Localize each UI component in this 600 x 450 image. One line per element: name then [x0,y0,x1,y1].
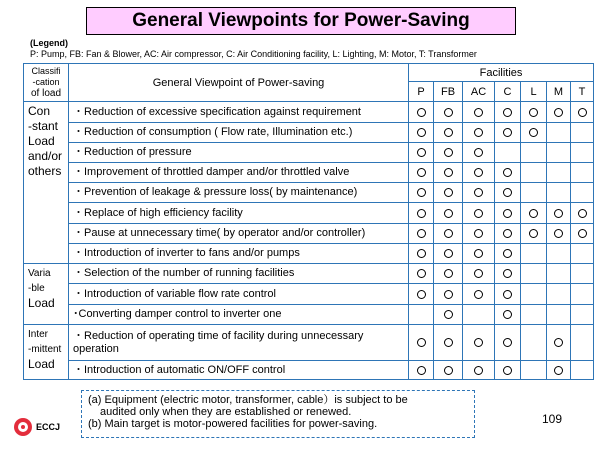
load-category-line: Varia [28,268,51,279]
facility-column-header: FB [434,82,463,102]
facility-mark-cell [521,284,547,305]
eccj-logo [14,416,76,438]
load-category-line: Load [28,134,55,148]
legend [30,38,477,60]
load-category-line: Inter [28,329,49,340]
applicable-circle-icon [417,366,426,375]
facility-mark-cell [409,203,434,224]
applicable-circle-icon [578,229,587,238]
facility-mark-cell [463,203,495,224]
viewpoint-text: ・Prevention of leakage & pressure loss( by maintenance) [69,183,409,203]
facility-column-header: M [547,82,571,102]
facility-mark-cell [547,284,571,305]
load-category-line: -stant [28,119,59,133]
applicable-circle-icon [529,108,538,117]
load-category-cell [24,264,69,325]
applicable-circle-icon [417,128,426,137]
applicable-circle-icon [444,168,453,177]
header-viewpoint: General Viewpoint of Power-saving [69,64,409,102]
facility-column-header: C [495,82,521,102]
table-row [24,163,594,183]
applicable-circle-icon [444,108,453,117]
facility-mark-cell [434,244,463,264]
applicable-circle-icon [444,338,453,347]
viewpoint-text: ・Reduction of consumption ( Flow rate, Illumination etc.) [69,123,409,143]
facility-mark-cell [547,224,571,244]
applicable-circle-icon [529,128,538,137]
applicable-circle-icon [474,290,483,299]
facility-mark-cell [409,183,434,203]
facility-mark-cell [521,361,547,380]
facility-mark-cell [409,163,434,183]
facility-mark-cell [547,361,571,380]
facility-mark-cell [463,264,495,284]
viewpoint-text: ・Reduction of operating time of facility during unnecessary operation [69,325,409,361]
facility-mark-cell [547,305,571,325]
facility-column-header: T [571,82,594,102]
facility-mark-cell [409,244,434,264]
applicable-circle-icon [503,229,512,238]
facility-mark-cell [434,325,463,361]
facility-mark-cell [434,143,463,163]
load-category-line: others [28,164,62,178]
applicable-circle-icon [474,249,483,258]
applicable-circle-icon [474,128,483,137]
header-classification [24,64,69,102]
facility-mark-cell [463,361,495,380]
facility-mark-cell [547,244,571,264]
facility-mark-cell [521,244,547,264]
table-row [24,305,594,325]
facility-column-header: L [521,82,547,102]
table-row [24,244,594,264]
facility-mark-cell [434,203,463,224]
applicable-circle-icon [417,168,426,177]
facility-mark-cell [571,224,594,244]
facility-mark-cell [571,361,594,380]
facility-mark-cell [409,143,434,163]
applicable-circle-icon [503,290,512,299]
facility-mark-cell [495,224,521,244]
facility-mark-cell [495,325,521,361]
applicable-circle-icon [529,209,538,218]
applicable-circle-icon [474,148,483,157]
applicable-circle-icon [444,290,453,299]
applicable-circle-icon [444,269,453,278]
applicable-circle-icon [417,148,426,157]
facility-mark-cell [434,284,463,305]
facility-mark-cell [521,123,547,143]
applicable-circle-icon [503,310,512,319]
table-row [24,361,594,380]
note-line: audited only when they are established or renewed. [100,406,352,418]
load-category-line: -ble [28,283,45,294]
load-category-cell [24,102,69,264]
applicable-circle-icon [554,108,563,117]
applicable-circle-icon [554,338,563,347]
applicable-circle-icon [503,209,512,218]
applicable-circle-icon [444,249,453,258]
table-row [24,183,594,203]
facility-mark-cell [434,123,463,143]
facility-mark-cell [547,325,571,361]
applicable-circle-icon [444,188,453,197]
facility-mark-cell [571,203,594,224]
facility-mark-cell [463,102,495,123]
facility-mark-cell [571,325,594,361]
facility-mark-cell [521,163,547,183]
header-facilities: Facilities [409,64,594,82]
applicable-circle-icon [474,188,483,197]
table-row [24,284,594,305]
note-line: (b) Main target is motor-powered facilities for power-saving. [88,418,378,430]
applicable-circle-icon [578,108,587,117]
viewpoint-text: ･Converting damper control to inverter one [69,305,409,325]
notes-box [81,390,475,438]
facility-mark-cell [547,264,571,284]
header-class-line: -cation [32,77,60,87]
applicable-circle-icon [444,310,453,319]
facility-mark-cell [521,102,547,123]
facility-mark-cell [409,325,434,361]
applicable-circle-icon [417,338,426,347]
applicable-circle-icon [417,209,426,218]
facility-mark-cell [571,163,594,183]
facility-mark-cell [521,325,547,361]
facility-mark-cell [434,163,463,183]
legend-text: P: Pump, FB: Fan & Blower, AC: Air compressor, C: Air Conditioning facility, L: Lighting, M: Motor, T: Transformer [30,49,477,59]
facility-mark-cell [463,325,495,361]
facility-mark-cell [521,143,547,163]
facility-mark-cell [434,305,463,325]
facility-mark-cell [434,224,463,244]
viewpoint-text: ・Pause at unnecessary time( by operator and/or controller) [69,224,409,244]
facility-mark-cell [409,102,434,123]
viewpoint-table [23,63,594,380]
facility-mark-cell [547,123,571,143]
header-class-line: Classifi [31,66,61,76]
applicable-circle-icon [578,209,587,218]
facility-mark-cell [571,143,594,163]
facility-mark-cell [571,244,594,264]
facility-mark-cell [495,284,521,305]
facility-mark-cell [521,305,547,325]
logo-text: ECCJ [36,422,61,432]
applicable-circle-icon [444,366,453,375]
table-row [24,102,594,123]
facility-mark-cell [434,183,463,203]
applicable-circle-icon [554,209,563,218]
viewpoint-text: ・Replace of high efficiency facility [69,203,409,224]
facility-mark-cell [409,123,434,143]
viewpoint-text: ・Improvement of throttled damper and/or throttled valve [69,163,409,183]
applicable-circle-icon [503,108,512,117]
facility-mark-cell [463,163,495,183]
applicable-circle-icon [474,108,483,117]
facility-mark-cell [495,163,521,183]
facility-mark-cell [495,123,521,143]
facility-mark-cell [463,143,495,163]
facility-mark-cell [434,264,463,284]
facility-mark-cell [463,224,495,244]
facility-mark-cell [547,183,571,203]
applicable-circle-icon [503,168,512,177]
applicable-circle-icon [503,249,512,258]
viewpoint-text: ・Introduction of automatic ON/OFF control [69,361,409,380]
facility-mark-cell [571,123,594,143]
viewpoint-text: ・Reduction of excessive specification against requirement [69,102,409,123]
facility-mark-cell [495,143,521,163]
applicable-circle-icon [503,188,512,197]
facility-column-header: P [409,82,434,102]
table-row [24,325,594,361]
applicable-circle-icon [417,229,426,238]
applicable-circle-icon [503,269,512,278]
facility-mark-cell [409,264,434,284]
applicable-circle-icon [444,148,453,157]
table-row [24,143,594,163]
load-category-line: and/or [28,149,63,163]
viewpoint-text: ・Introduction of inverter to fans and/or pumps [69,244,409,264]
applicable-circle-icon [444,209,453,218]
viewpoint-text: ・Selection of the number of running facilities [69,264,409,284]
applicable-circle-icon [417,188,426,197]
load-category-cell [24,325,69,380]
legend-heading: (Legend) [30,38,68,48]
facility-mark-cell [434,102,463,123]
logo-icon [14,418,32,436]
facility-mark-cell [547,203,571,224]
facility-mark-cell [409,284,434,305]
facility-mark-cell [495,183,521,203]
facility-mark-cell [463,123,495,143]
facility-mark-cell [571,264,594,284]
facility-mark-cell [463,244,495,264]
applicable-circle-icon [554,366,563,375]
facility-mark-cell [547,163,571,183]
facility-mark-cell [571,183,594,203]
applicable-circle-icon [474,229,483,238]
facility-mark-cell [409,305,434,325]
facility-mark-cell [409,361,434,380]
load-category-line: Con [28,104,51,118]
applicable-circle-icon [474,269,483,278]
applicable-circle-icon [444,128,453,137]
facility-mark-cell [495,203,521,224]
facility-mark-cell [495,305,521,325]
applicable-circle-icon [554,229,563,238]
facility-mark-cell [521,203,547,224]
facility-mark-cell [521,264,547,284]
applicable-circle-icon [444,229,453,238]
load-category-line: Load [28,357,55,371]
facility-mark-cell [571,102,594,123]
facility-mark-cell [434,361,463,380]
table-row [24,264,594,284]
facility-mark-cell [409,224,434,244]
facility-column-header: AC [463,82,495,102]
applicable-circle-icon [417,249,426,258]
viewpoint-text: ・Introduction of variable flow rate control [69,284,409,305]
applicable-circle-icon [417,290,426,299]
applicable-circle-icon [417,269,426,278]
facility-mark-cell [495,244,521,264]
slide-title: General Viewpoints for Power-Saving [86,7,516,35]
applicable-circle-icon [474,366,483,375]
applicable-circle-icon [529,229,538,238]
header-class-line: of load [30,88,62,99]
table-row [24,123,594,143]
page-number: 109 [542,412,563,426]
facility-mark-cell [521,224,547,244]
applicable-circle-icon [474,338,483,347]
facility-mark-cell [495,102,521,123]
table-row [24,224,594,244]
facility-mark-cell [571,284,594,305]
applicable-circle-icon [503,366,512,375]
load-category-line: Load [28,296,55,310]
facility-mark-cell [463,284,495,305]
applicable-circle-icon [503,338,512,347]
facility-mark-cell [463,305,495,325]
facility-mark-cell [463,183,495,203]
table-row [24,203,594,224]
facility-mark-cell [521,183,547,203]
viewpoint-table-body [24,102,594,380]
facility-mark-cell [547,143,571,163]
load-category-line: -mittent [28,344,62,355]
note-line: (a) Equipment (electric motor, transformer, cable）is subject to be [88,394,408,406]
facility-mark-cell [495,361,521,380]
viewpoint-text: ・Reduction of pressure [69,143,409,163]
facility-mark-cell [547,102,571,123]
applicable-circle-icon [417,108,426,117]
applicable-circle-icon [503,128,512,137]
applicable-circle-icon [474,168,483,177]
facility-mark-cell [571,305,594,325]
applicable-circle-icon [474,209,483,218]
facility-mark-cell [495,264,521,284]
